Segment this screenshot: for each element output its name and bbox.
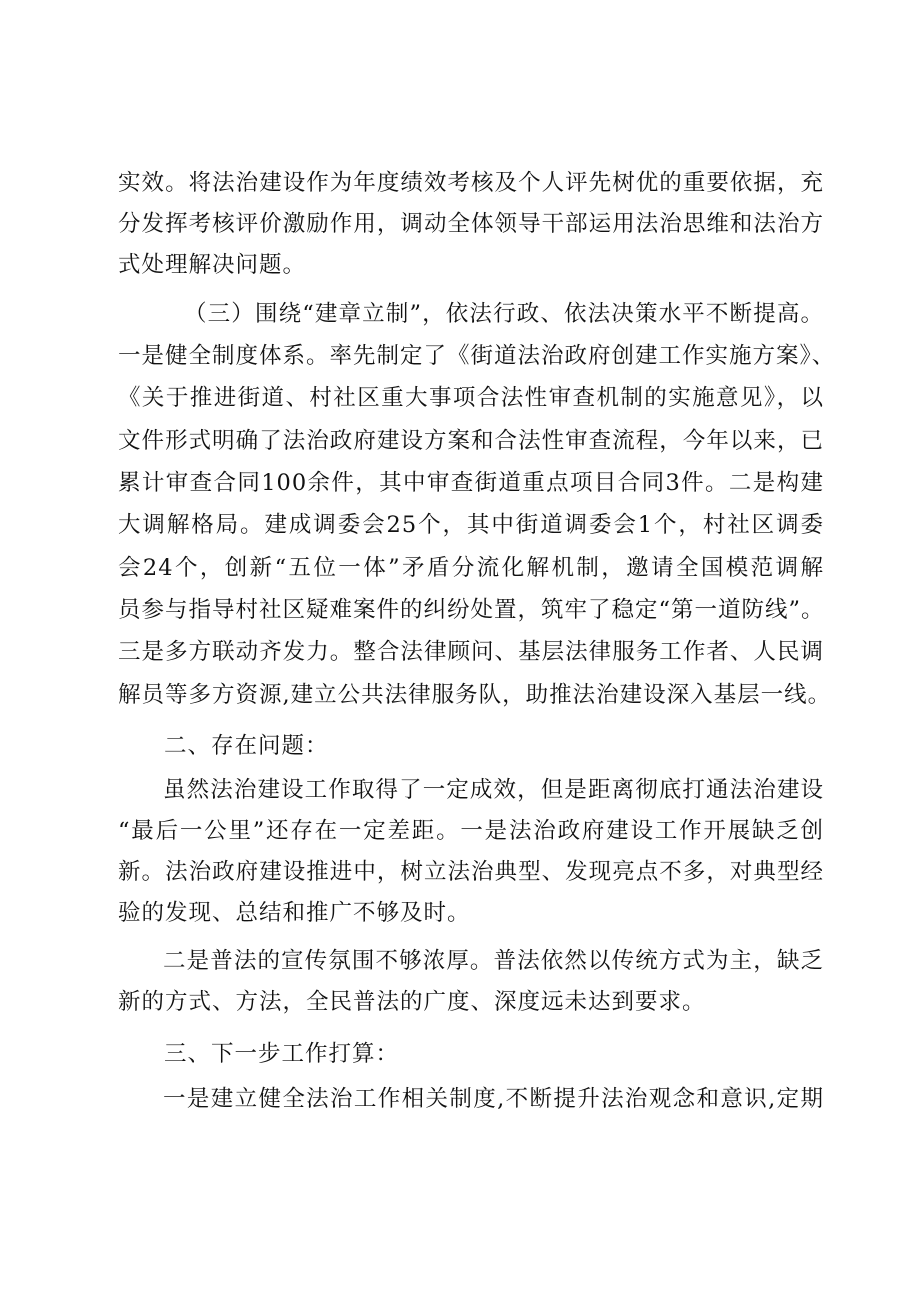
paragraph-line: 文件形式明确了法治政府建设方案和合法性审查流程，今年以来，已 bbox=[118, 428, 824, 454]
paragraph-line: 累计审查合同100余件，其中审查街道重点项目合同3件。二是构建 bbox=[118, 470, 824, 496]
section-heading-problems: 二、存在问题： bbox=[164, 733, 329, 759]
subsection-heading: （三）围绕“建章立制”，依法行政、依法决策水平不断提高。 bbox=[184, 301, 824, 327]
paragraph-line: 验的发现、总结和推广不够及时。 bbox=[118, 900, 471, 926]
paragraph-line: 实效。将法治建设作为年度绩效考核及个人评先树优的重要依据，充 bbox=[118, 170, 824, 196]
paragraph-line: 解员等多方资源,建立公共法律服务队，助推法治建设深入基层一线。 bbox=[118, 682, 832, 708]
paragraph-line: 大调解格局。建成调委会25个，其中街道调委会1个，村社区调委 bbox=[118, 512, 824, 538]
paragraph-line: 三是多方联动齐发力。整合法律顾问、基层法律服务工作者、人民调 bbox=[118, 639, 824, 665]
paragraph-line: 虽然法治建设工作取得了一定成效，但是距离彻底打通法治建设 bbox=[163, 777, 824, 803]
paragraph-line: 二是普法的宣传氛围不够浓厚。普法依然以传统方式为主，缺乏 bbox=[163, 948, 824, 974]
paragraph-line: 会24个，创新“五位一体”矛盾分流化解机制，邀请全国模范调解 bbox=[118, 555, 824, 581]
paragraph-line: 新。法治政府建设推进中，树立法治典型、发现亮点不多，对典型经 bbox=[118, 859, 824, 885]
paragraph-line: 分发挥考核评价激励作用，调动全体领导干部运用法治思维和法治方 bbox=[118, 211, 824, 237]
paragraph-line: 一是健全制度体系。率先制定了《街道法治政府创建工作实施方案》、 bbox=[118, 343, 836, 369]
paragraph-line: “最后一公里”还存在一定差距。一是法治政府建设工作开展缺乏创 bbox=[118, 818, 824, 844]
paragraph-line: 一是建立健全法治工作相关制度,不断提升法治观念和意识,定期 bbox=[163, 1086, 824, 1112]
paragraph-line: 员参与指导村社区疑难案件的纠纷处置，筑牢了稳定“第一道防线”。 bbox=[118, 597, 825, 623]
paragraph-line: 《关于推进街道、村社区重大事项合法性审查机制的实施意见》，以 bbox=[118, 385, 824, 411]
paragraph-line: 式处理解决问题。 bbox=[118, 252, 307, 278]
section-heading-next-steps: 三、下一步工作打算： bbox=[164, 1041, 400, 1067]
paragraph-line: 新的方式、方法，全民普法的广度、深度远未达到要求。 bbox=[118, 989, 706, 1015]
